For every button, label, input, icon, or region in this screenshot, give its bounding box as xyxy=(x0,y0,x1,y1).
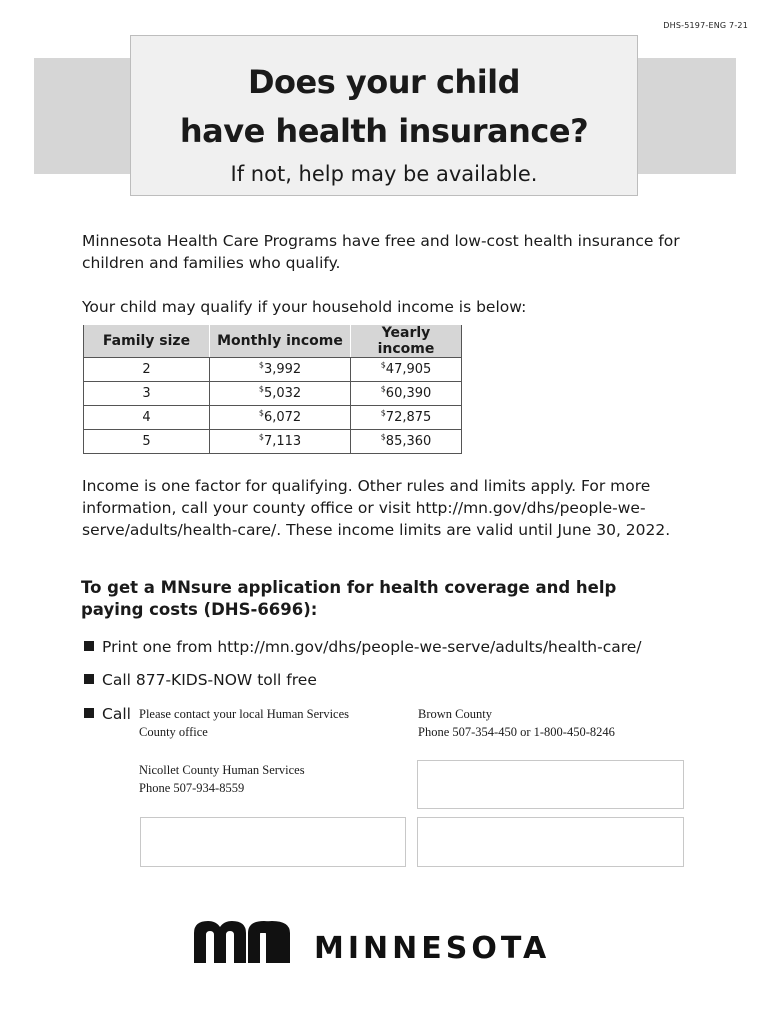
currency-symbol: $ xyxy=(380,384,386,394)
bullet-call-kids-now xyxy=(84,670,317,690)
mn-logo-icon xyxy=(194,917,294,965)
monthly-income-cell xyxy=(210,406,351,430)
income-table-header xyxy=(84,325,462,358)
bullet-print xyxy=(84,637,642,657)
yearly-income-cell xyxy=(351,382,462,406)
intro-paragraph: Minnesota Health Care Programs have free and low-cost health insurance for children and families who qualify. xyxy=(82,232,680,272)
income-table xyxy=(83,325,462,454)
office-line: County office xyxy=(139,725,208,739)
monthly-income-cell xyxy=(210,382,351,406)
header-family-size: Family size xyxy=(84,325,210,358)
square-bullet-icon xyxy=(84,674,94,684)
family-size-cell: 3 xyxy=(84,382,210,406)
title-line-1: Does your child xyxy=(247,63,521,101)
table-row xyxy=(84,358,462,382)
office-local xyxy=(139,705,349,741)
currency-symbol: $ xyxy=(258,408,264,418)
monthly-value: 7,113 xyxy=(263,434,302,449)
yearly-value: 47,905 xyxy=(385,362,432,377)
yearly-value: 85,360 xyxy=(385,434,432,449)
currency-symbol: $ xyxy=(380,360,386,370)
bullet-call-county xyxy=(84,704,131,724)
currency-symbol: $ xyxy=(380,408,386,418)
yearly-income-cell xyxy=(351,358,462,382)
income-factor-paragraph: Income is one factor for qualifying. Other rules and limits apply. For more information, call your county office or visit http://mn.gov/dhs/people-we-serve/adults/health-care/. These income limits are valid until June 30, 2022. xyxy=(82,477,671,539)
minnesota-logo xyxy=(194,917,584,969)
title-box xyxy=(130,35,638,196)
monthly-value: 6,072 xyxy=(263,410,302,425)
form-code: DHS-5197-ENG 7-21 xyxy=(663,21,748,30)
qualify-paragraph: Your child may qualify if your household income is below: xyxy=(82,298,527,316)
family-size-cell: 5 xyxy=(84,430,210,454)
monthly-value: 5,032 xyxy=(263,386,302,401)
empty-office-box xyxy=(417,817,684,867)
square-bullet-icon xyxy=(84,708,94,718)
page-title xyxy=(131,58,637,156)
header-yearly-income: Yearly income xyxy=(351,325,462,358)
office-nicollet-county xyxy=(139,761,305,797)
currency-symbol: $ xyxy=(258,432,264,442)
bullet-text: Print one from http://mn.gov/dhs/people-we-serve/adults/health-care/ xyxy=(102,638,642,656)
office-line: Phone 507-354-450 or 1-800-450-8246 xyxy=(418,725,615,739)
table-row xyxy=(84,430,462,454)
yearly-income-cell xyxy=(351,430,462,454)
monthly-income-cell xyxy=(210,358,351,382)
application-heading: To get a MNsure application for health coverage and help paying costs (DHS-6696): xyxy=(81,578,617,619)
logo-wordmark: MINNESOTA xyxy=(314,931,551,966)
currency-symbol: $ xyxy=(380,432,386,442)
bullet-text: Call xyxy=(102,705,131,723)
empty-office-box xyxy=(140,817,406,867)
yearly-value: 60,390 xyxy=(385,386,432,401)
family-size-cell: 4 xyxy=(84,406,210,430)
currency-symbol: $ xyxy=(258,384,264,394)
empty-office-box xyxy=(417,760,684,809)
page-subtitle: If not, help may be available. xyxy=(230,162,538,186)
table-row xyxy=(84,382,462,406)
title-line-2: have health insurance? xyxy=(179,112,589,150)
office-brown-county xyxy=(418,705,615,741)
bullet-text: Call 877-KIDS-NOW toll free xyxy=(102,671,317,689)
office-line: Brown County xyxy=(418,707,492,721)
currency-symbol: $ xyxy=(258,360,264,370)
office-line: Nicollet County Human Services xyxy=(139,763,305,777)
square-bullet-icon xyxy=(84,641,94,651)
yearly-income-cell xyxy=(351,406,462,430)
family-size-cell: 2 xyxy=(84,358,210,382)
table-row xyxy=(84,406,462,430)
office-line: Phone 507-934-8559 xyxy=(139,781,245,795)
office-line: Please contact your local Human Services xyxy=(139,707,349,721)
yearly-value: 72,875 xyxy=(385,410,432,425)
monthly-income-cell xyxy=(210,430,351,454)
monthly-value: 3,992 xyxy=(263,362,302,377)
header-monthly-income: Monthly income xyxy=(210,325,351,358)
